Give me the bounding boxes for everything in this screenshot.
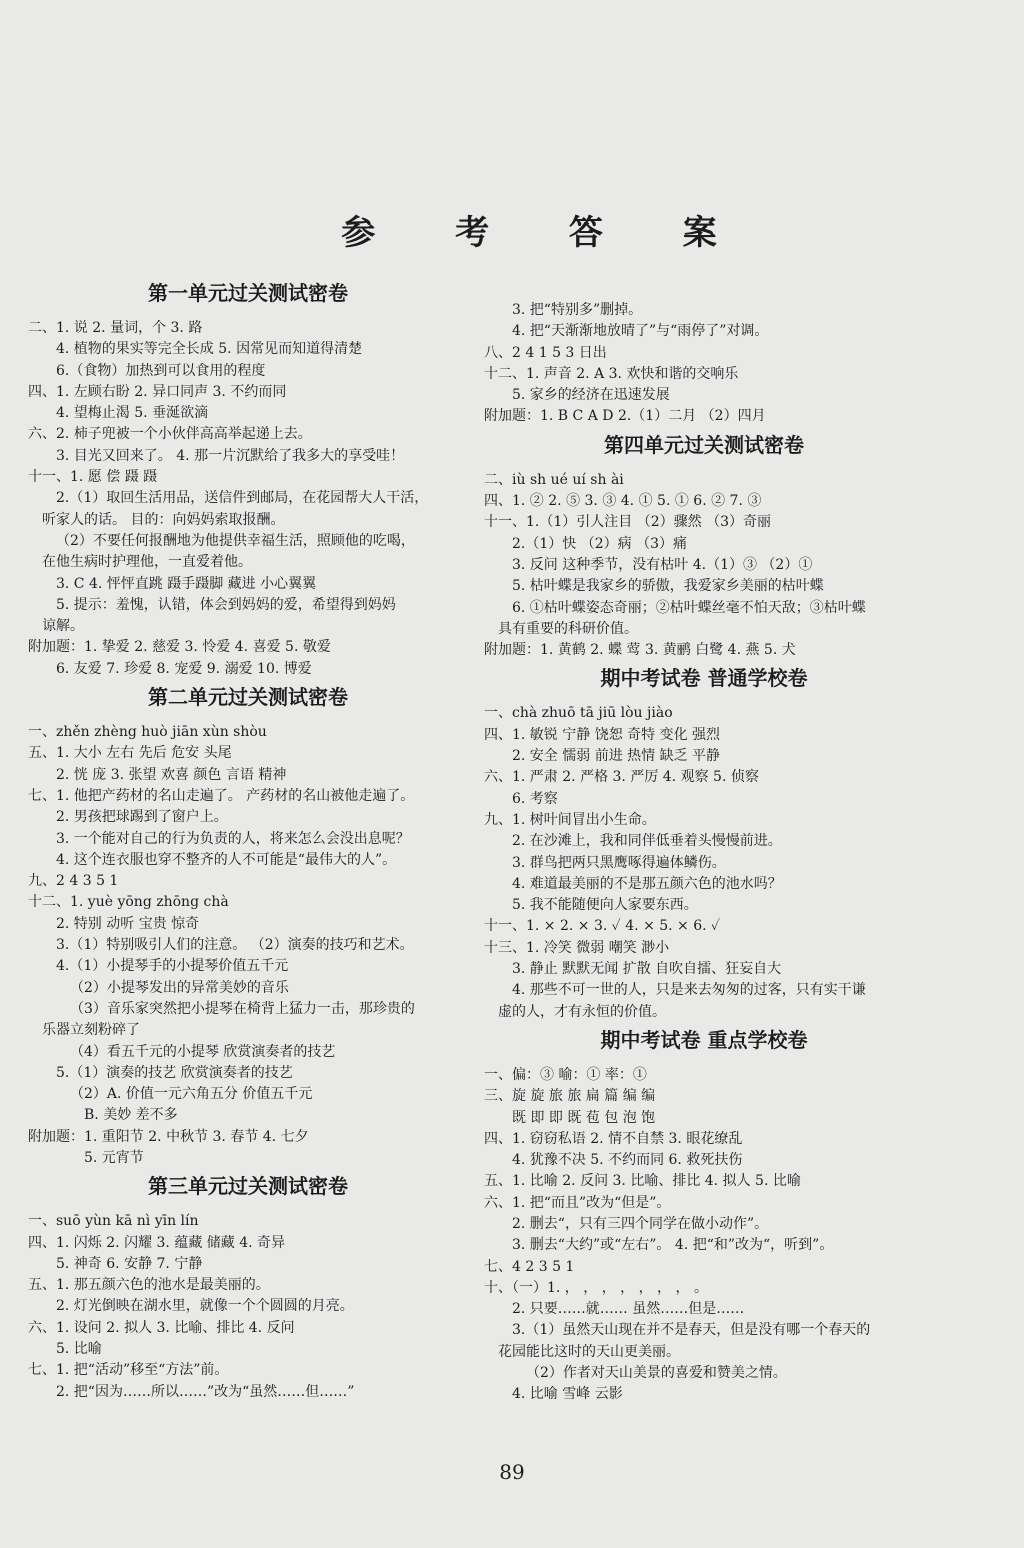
answer-line: 4. 这个连衣服也穿不整齐的人不可能是“最伟大的人”。 <box>56 851 397 868</box>
section-title: 第三单元过关测试密卷 <box>148 1174 348 1199</box>
answer-line: 花园能比这时的天山更美丽。 <box>498 1343 680 1360</box>
answer-line: 3. 群鸟把两只黑鹰啄得遍体鳞伤。 <box>512 854 726 871</box>
answer-line: 3. C 4. 怦怦直跳 蹑手蹑脚 藏进 小心翼翼 <box>56 575 317 592</box>
answer-line: 十一、1.（1）引人注目 （2）骤然 （3）奇丽 <box>484 514 771 531</box>
answer-line: 5. 我不能随便向人家要东西。 <box>512 897 698 914</box>
answer-line: 2. 灯光倒映在湖水里，就像一个个圆圆的月亮。 <box>56 1298 354 1315</box>
answer-line: B. 美妙 差不多 <box>84 1107 178 1124</box>
answer-line: 七、1. 把“活动”移至“方法”前。 <box>28 1362 229 1379</box>
answer-line: 四、1. 闪烁 2. 闪耀 3. 蕴藏 储藏 4. 奇异 <box>28 1234 286 1251</box>
answer-line: 六、1. 严肃 2. 严格 3. 严厉 4. 观察 5. 侦察 <box>484 769 759 786</box>
answer-line: 6. 考察 <box>512 790 558 807</box>
section-title: 期中考试卷 普通学校卷 <box>600 666 808 691</box>
answer-line: 附加题：1. 挚爱 2. 慈爱 3. 怜爱 4. 喜爱 5. 敬爱 <box>28 639 331 656</box>
answer-line: （2）A. 价值一元六角五分 价值五千元 <box>70 1086 313 1103</box>
answer-line: 3. 目光又回来了。 4. 那一片沉默给了我多大的享受哇！ <box>56 447 405 464</box>
answer-line: 听家人的话。 目的：向妈妈索取报酬。 <box>42 511 285 528</box>
answer-line: 3. 反问 这种季节，没有枯叶 4.（1）③ （2）① <box>512 556 813 573</box>
answer-line: 六、1. 设问 2. 拟人 3. 比喻、排比 4. 反问 <box>28 1319 295 1336</box>
answer-line: 4. 比喻 雪峰 云影 <box>512 1386 623 1403</box>
answer-line: 6.（食物）加热到可以食用的程度 <box>56 362 266 379</box>
answer-line: 3. 静止 默默无闻 扩散 自吹自擂、狂妄自大 <box>512 961 782 978</box>
answer-line: 5. 元宵节 <box>84 1149 144 1166</box>
answer-line: 5. 家乡的经济在迅速发展 <box>512 387 670 404</box>
answer-line: 九、2 4 3 5 1 <box>28 873 119 890</box>
answer-line: 十、（一）1. ， ， ， ， ， ， ， 。 <box>484 1279 708 1296</box>
answer-line: 4. 犹豫不决 5. 不约而同 6. 救死扶伤 <box>512 1152 743 1169</box>
answer-line: 在他生病时护理他，一直爱着他。 <box>42 554 252 571</box>
answer-line: 2.（1）取回生活用品，送信件到邮局，在花园帮大人干活， <box>56 490 429 507</box>
answer-line: 5. 比喻 <box>56 1341 102 1358</box>
answer-line: 5. 枯叶蝶是我家乡的骄傲，我爱家乡美丽的枯叶蝶 <box>512 578 824 595</box>
answer-line: 四、1. 左顾右盼 2. 异口同声 3. 不约而同 <box>28 383 287 400</box>
answer-line: 三、旋 旋 旅 旅 扁 篇 编 编 <box>484 1088 656 1105</box>
answer-line: 四、1. ② 2. ⑤ 3. ③ 4. ① 5. ① 6. ② 7. ③ <box>484 493 762 510</box>
answer-line: 一、偏：③ 喻：① 率：① <box>484 1066 647 1083</box>
answer-line: 6. 友爱 7. 珍爱 8. 宠爱 9. 溺爱 10. 博爱 <box>56 660 312 677</box>
answer-line: 3. 把“特别多”删掉。 <box>512 302 643 318</box>
section-title: 期中考试卷 重点学校卷 <box>600 1027 808 1052</box>
answer-line: （2）小提琴发出的异常美妙的音乐 <box>70 979 289 996</box>
answer-line: 2. 特别 动听 宝贵 惊奇 <box>56 915 200 932</box>
answer-line: 一、chà zhuō tā jiū lòu jiào <box>484 705 673 722</box>
answer-line: 2. 安全 懦弱 前进 热情 缺乏 平静 <box>512 748 721 765</box>
section-title: 第二单元过关测试密卷 <box>148 685 348 710</box>
answer-line: 十二、1. 声音 2. A 3. 欢快和谐的交响乐 <box>484 365 739 382</box>
answer-line: 四、1. 敏锐 宁静 饶恕 奇特 变化 强烈 <box>484 726 721 743</box>
answer-line: 六、2. 柿子兜被一个小伙伴高高举起递上去。 <box>28 426 312 443</box>
answer-line: 4. 把“天渐渐地放晴了”与“雨停了”对调。 <box>512 323 769 340</box>
answer-line: 附加题：1. 重阳节 2. 中秋节 3. 春节 4. 七夕 <box>28 1128 309 1145</box>
answer-line: 2. 在沙滩上，我和同伴低垂着头慢慢前进。 <box>512 833 782 850</box>
answer-line: 4.（1）小提琴手的小提琴价值五千元 <box>56 958 289 975</box>
answer-line: 2. 恍 庞 3. 张望 欢喜 颜色 言语 精神 <box>56 766 287 783</box>
right-column <box>484 300 924 1406</box>
left-column <box>28 276 468 1403</box>
answer-line: （2）作者对天山美景的喜爱和赞美之情。 <box>526 1365 787 1382</box>
answer-line: （4）看五千元的小提琴 欣赏演奏者的技艺 <box>70 1043 336 1060</box>
answer-line: 十三、1. 冷笑 微弱 嘲笑 渺小 <box>484 939 670 956</box>
answer-line: 附加题：1. 黄鹤 2. 蝶 莺 3. 黄鹂 白鹭 4. 燕 5. 犬 <box>484 642 796 659</box>
page-title: 参 考 答 案 <box>341 213 751 253</box>
answer-line: （3）音乐家突然把小提琴在椅背上猛力一击，那珍贵的 <box>70 1000 415 1017</box>
answer-line: 4. 难道最美丽的不是那五颜六色的池水吗？ <box>512 875 782 892</box>
answer-line: 六、1. 把“而且”改为“但是”。 <box>484 1194 671 1211</box>
answer-line: 5.（1）演奏的技艺 欣赏演奏者的技艺 <box>56 1064 293 1081</box>
answer-line: 2.（1）快 （2）病 （3）痛 <box>512 535 687 552</box>
answer-line: 2. 男孩把球踢到了窗户上。 <box>56 809 228 826</box>
answer-line: 附加题：1. B C A D 2.（1）二月 （2）四月 <box>484 408 766 425</box>
answer-line: 4. 望梅止渴 5. 垂涎欲滴 <box>56 405 209 422</box>
answer-line: 一、zhěn zhèng huò jiān xùn shòu <box>28 724 267 741</box>
page-number: 89 <box>499 1460 525 1484</box>
answer-line: 3.（1）虽然天山现在并不是春天，但是没有哪一个春天的 <box>512 1322 871 1339</box>
answer-line: 九、1. 树叶间冒出小生命。 <box>484 811 656 828</box>
answer-line: 八、2 4 1 5 3 日出 <box>484 344 607 361</box>
answer-line: （2）不要任何报酬地为他提供幸福生活，照顾他的吃喝， <box>56 532 415 549</box>
answer-line: 七、4 2 3 5 1 <box>484 1258 575 1275</box>
answer-line: 既 即 即 既 苞 包 泡 饱 <box>512 1109 656 1126</box>
answer-line: 十一、1. 愿 偿 蹑 蹑 <box>28 469 158 486</box>
answer-line: 2. 把“因为……所以……”改为“虽然……但……” <box>56 1383 355 1400</box>
answer-line: 2. 只要……就…… 虽然……但是…… <box>512 1301 745 1318</box>
answer-line: 七、1. 他把产药材的名山走遍了。 产药材的名山被他走遍了。 <box>28 787 415 804</box>
section-title: 第一单元过关测试密卷 <box>148 281 348 305</box>
answer-line: 五、1. 那五颜六色的池水是最美丽的。 <box>28 1277 270 1294</box>
answer-line: 五、1. 大小 左右 先后 危安 头尾 <box>28 745 232 762</box>
answer-line: 乐器立刻粉碎了 <box>42 1022 140 1039</box>
answer-line: 3. 删去“大约”或“左右”。 4. 把“和”改为“，听到”。 <box>512 1237 834 1254</box>
answer-line: 5. 提示：羞愧，认错，体会到妈妈的爱，希望得到妈妈 <box>56 596 396 613</box>
answer-line: 3. 一个能对自己的行为负责的人，将来怎么会没出息呢？ <box>56 830 410 847</box>
answer-line: 4. 那些不可一世的人，只是来去匆匆的过客，只有实干谦 <box>512 982 866 999</box>
answer-line: 虚的人，才有永恒的价值。 <box>498 1003 666 1020</box>
answer-line: 具有重要的科研价值。 <box>498 620 638 637</box>
answer-line: 4. 植物的果实等完全长成 5. 因常见而知道得清楚 <box>56 341 363 358</box>
answer-line: 6. ①枯叶蝶姿态奇丽；②枯叶蝶丝毫不怕天敌；③枯叶蝶 <box>512 599 866 616</box>
answer-line: 四、1. 窃窃私语 2. 情不自禁 3. 眼花缭乱 <box>484 1130 743 1147</box>
answer-line: 一、suō yùn kā nì yīn lín <box>28 1213 199 1230</box>
answer-line: 5. 神奇 6. 安静 7. 宁静 <box>56 1255 203 1272</box>
answer-line: 二、iù sh ué uí sh ài <box>484 471 624 488</box>
answer-line: 谅解。 <box>42 618 84 635</box>
answer-line: 五、1. 比喻 2. 反问 3. 比喻、排比 4. 拟人 5. 比喻 <box>484 1173 801 1190</box>
section-title: 第四单元过关测试密卷 <box>604 432 804 457</box>
answer-line: 3.（1）特别吸引人们的注意。 （2）演奏的技巧和艺术。 <box>56 937 414 954</box>
answer-line: 二、1. 说 2. 量词，个 3. 路 <box>28 320 203 336</box>
answer-line: 十二、1. yuè yōng zhōng chà <box>28 894 229 911</box>
answer-line: 2. 删去“，只有三四个同学在做小动作”。 <box>512 1215 769 1232</box>
answer-line: 十一、1. × 2. × 3. ✓ 4. × 5. × 6. ✓ <box>484 918 721 935</box>
